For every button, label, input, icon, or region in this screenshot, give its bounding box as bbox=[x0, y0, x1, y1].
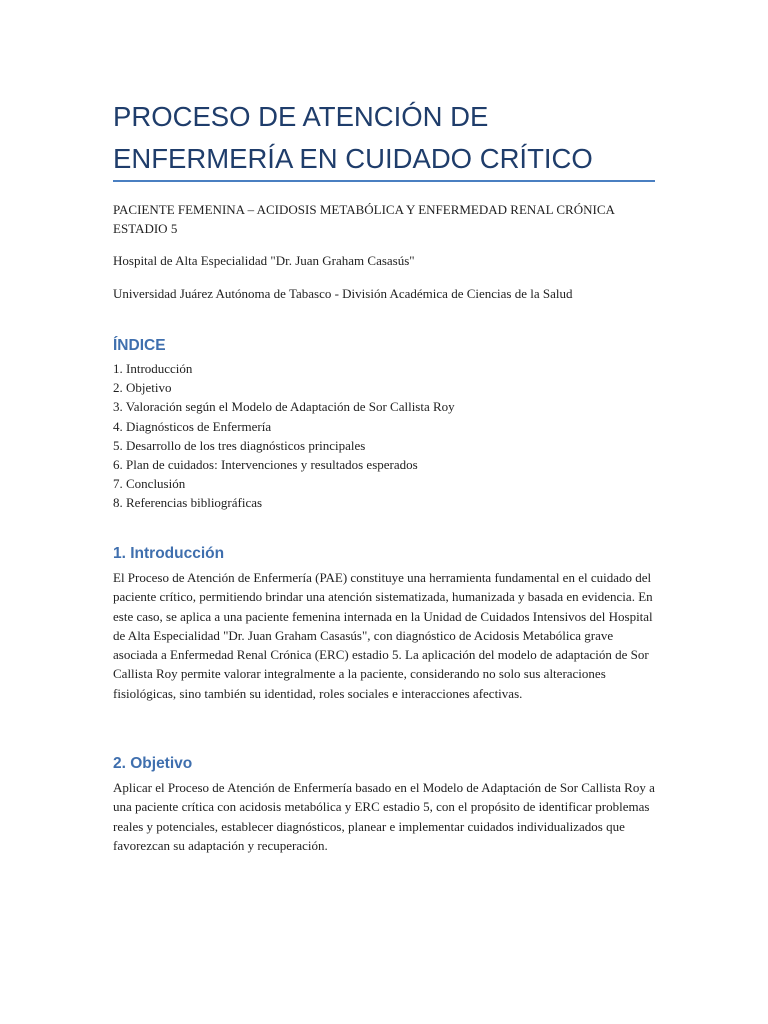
toc-item: 6. Plan de cuidados: Intervenciones y resultados esperados bbox=[113, 457, 418, 473]
table-of-contents bbox=[113, 359, 455, 513]
index-heading: ÍNDICE bbox=[113, 337, 166, 354]
toc-item: 2. Objetivo bbox=[113, 380, 172, 396]
objective-heading: 2. Objetivo bbox=[113, 755, 193, 772]
document-subtitle: PACIENTE FEMENINA – ACIDOSIS METABÓLICA Y ENFERMEDAD RENAL CRÓNICA ESTADIO 5 bbox=[113, 202, 615, 236]
toc-item: 1. Introducción bbox=[113, 361, 193, 376]
toc-item: 4. Diagnósticos de Enfermería bbox=[113, 418, 272, 434]
toc-item: 8. Referencias bibliográficas bbox=[113, 495, 263, 511]
title-divider bbox=[113, 180, 655, 182]
objective-paragraph: Aplicar el Proceso de Atención de Enfermería basado en el Modelo de Adaptación de Sor Callista Roy a una paciente crítica con acidosis metabólica y ERC estadio 5, con el propósito de identificar problemas reales y potenciales, establecer diagnósticos, planear e implementar cuidados individualizados que favorezcan su adaptación y recuperación. bbox=[113, 780, 655, 853]
toc-item: 7. Conclusión bbox=[113, 476, 186, 492]
university-line: Universidad Juárez Autónoma de Tabasco - División Académica de Ciencias de la Salud bbox=[113, 286, 573, 301]
hospital-line: Hospital de Alta Especialidad "Dr. Juan Graham Casasús" bbox=[113, 253, 415, 268]
toc-item: 3. Valoración según el Modelo de Adaptación de Sor Callista Roy bbox=[113, 399, 455, 415]
introduction-paragraph: El Proceso de Atención de Enfermería (PAE) constituye una herramienta fundamental en el cuidado del paciente crítico, permitiendo brindar una atención sistematizada, humanizada y basada en evidencia. En este caso, se aplica a una paciente femenina internada en la Unidad de Cuidados Intensivos del Hospital de Alta Especialidad "Dr. Juan Graham Casasús", con diagnóstico de Acidosis Metabólica grave asociada a Enfermedad Renal Crónica (ERC) estadio 5. La aplicación del modelo de adaptación de Sor Callista Roy permite valorar integralmente a la paciente, considerando no solo sus alteraciones fisiológicas, sino también su identidad, roles sociales e interacciones afectivas. bbox=[113, 570, 653, 701]
toc-item: 5. Desarrollo de los tres diagnósticos principales bbox=[113, 437, 366, 453]
document-title: PROCESO DE ATENCIÓN DE ENFERMERÍA EN CUIDADO CRÍTICO bbox=[113, 101, 593, 174]
introduction-heading: 1. Introducción bbox=[113, 545, 225, 562]
